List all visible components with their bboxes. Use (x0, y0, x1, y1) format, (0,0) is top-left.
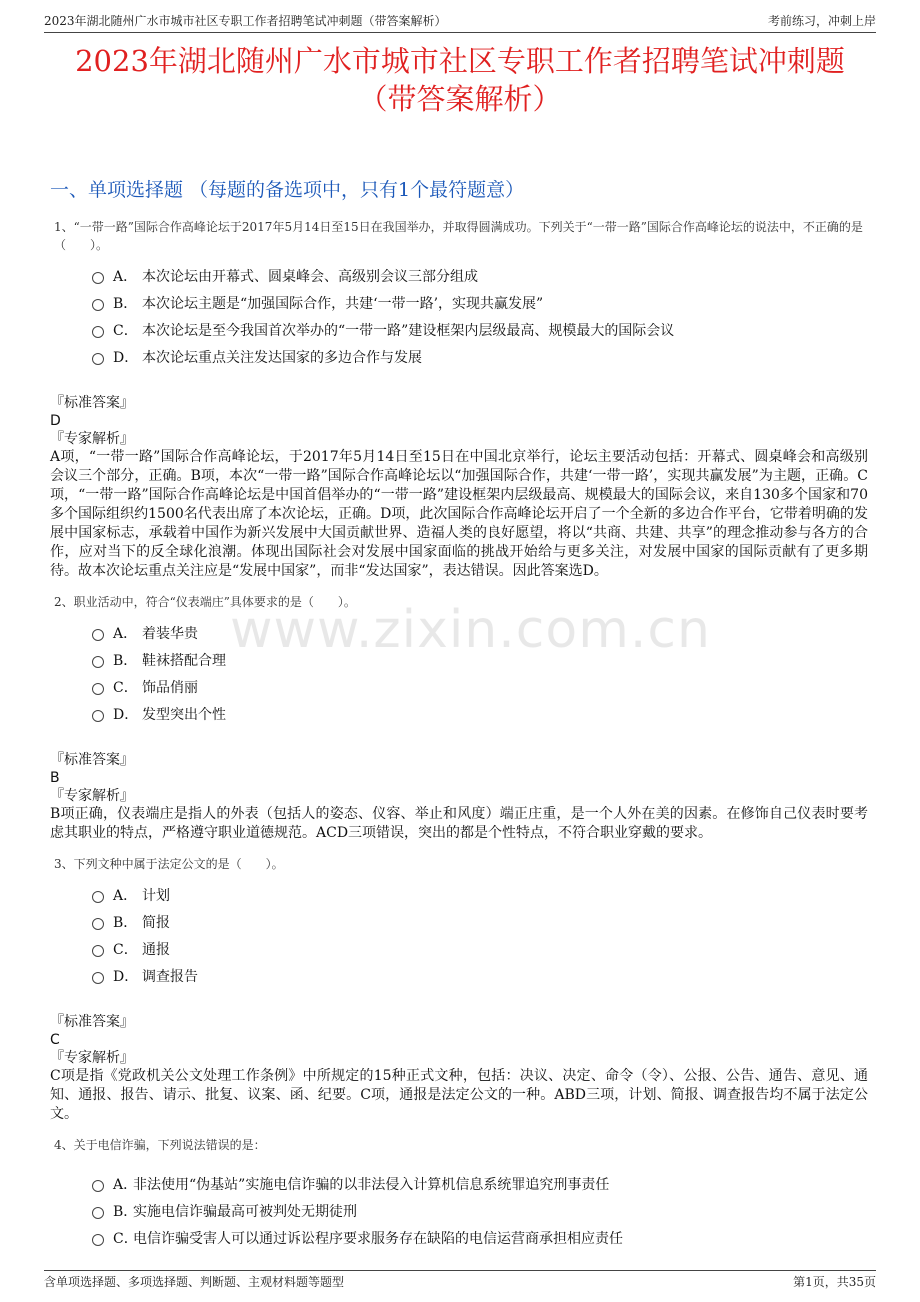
option-text: 本次论坛由开幕式、圆桌峰会、高级别会议三部分组成 (142, 268, 478, 285)
option-d[interactable] (92, 700, 868, 727)
option-text: 着装华贵 (142, 625, 198, 642)
analysis-text: A项，“一带一路”国际合作高峰论坛，于2017年5月14日至15日在中国北京举行，论坛主要活动包括：开幕式、圆桌峰会和高级别会议三个部分，正确。B项，本次“一带一路”国际合作高峰论坛以“加强国际合作，共建‘一带一路’，实现共赢发展”为主题，正确。C项，“一带一路”国际合作高峰论坛是中国首倡举办的“一带一路”建设框架内层级最高、规模最大的国际会议，来自130多个国家和70多个国际组织约1500名代表出席了本次论坛，正确。D项，此次国际合作高峰论坛开启了一个全新的多边合作平台，它带着明确的发展中国家标志，承载着中国作为新兴发展中大国贡献世界、造福人类的良好愿望，将以“共商、共建、共享”的理念推动参与各方的合作，应对当下的反全球化浪潮。体现出国际社会对发展中国家面临的挑战开始给与更多关注，对发展中国家的国际贡献有了更多期待。故本次论坛重点关注应是“发展中国家”，而非“发达国家”，表达错误。因此答案选D。 (50, 449, 868, 579)
option-letter: B． (113, 914, 138, 931)
option-text: 饰品俏丽 (142, 679, 198, 696)
option-letter: B． (113, 295, 138, 312)
radio-icon[interactable] (92, 656, 104, 668)
watermark: www.zixin.com.cn (230, 600, 711, 660)
answer-value: C (50, 1032, 60, 1048)
analysis-label: 『专家解析』 (50, 431, 134, 447)
title-line-2: （带答案解析） (358, 82, 562, 116)
question-3 (50, 855, 868, 1124)
option-c[interactable] (92, 316, 868, 343)
analysis-label: 『专家解析』 (50, 788, 134, 804)
option-text: 调查报告 (142, 968, 198, 985)
footer-question-types: 含单项选择题、多项选择题、判断题、主观材料题等题型 (44, 1275, 345, 1289)
radio-icon[interactable] (92, 1180, 104, 1192)
option-d[interactable] (92, 962, 868, 989)
option-letter: C． (113, 1230, 138, 1247)
option-b[interactable] (92, 908, 868, 935)
option-letter: A． (113, 1176, 138, 1193)
option-letter: D． (113, 706, 139, 723)
option-text: 计划 (142, 887, 170, 904)
question-list (50, 218, 868, 1263)
radio-icon[interactable] (92, 353, 104, 365)
option-text: 通报 (142, 941, 170, 958)
radio-icon[interactable] (92, 1207, 104, 1219)
option-letter: C． (113, 941, 138, 958)
header-doc-title: 2023年湖北随州广水市城市社区专职工作者招聘笔试冲刺题（带答案解析） (44, 14, 447, 28)
analysis-label: 『专家解析』 (50, 1050, 134, 1066)
question-text: 1、“一带一路”国际合作高峰论坛于2017年5月14日至15日在我国举办，并取得圆满成功。下列关于“一带一路”国际合作高峰论坛的说法中，不正确的是（ ）。 (54, 220, 863, 252)
page-number: 第1页，共35页 (793, 1275, 876, 1289)
question-2 (50, 593, 868, 843)
option-b[interactable] (92, 1197, 868, 1224)
radio-icon[interactable] (92, 918, 104, 930)
analysis-text: B项正确，仪表端庄是指人的外表（包括人的姿态、仪容、举止和风度）端正庄重，是一个人外在美的因素。在修饰自己仪表时要考虑其职业的特点，严格遵守职业道德规范。ACD三项错误，突出的都是个性特点，不符合职业穿戴的要求。 (50, 806, 868, 841)
answer-label: 『标准答案』 (50, 1014, 134, 1030)
radio-icon[interactable] (92, 683, 104, 695)
option-list (92, 1170, 868, 1251)
page-title (40, 42, 880, 118)
answer-value: D (50, 413, 61, 429)
option-text: 简报 (142, 914, 170, 931)
option-letter: A． (113, 268, 138, 285)
header-slogan: 考前练习，冲刺上岸 (767, 14, 876, 28)
radio-icon[interactable] (92, 1234, 104, 1246)
radio-icon[interactable] (92, 891, 104, 903)
radio-icon[interactable] (92, 945, 104, 957)
radio-icon[interactable] (92, 326, 104, 338)
option-text: 非法使用“伪基站”实施电信诈骗的以非法侵入计算机信息系统罪追究刑事责任 (133, 1176, 610, 1193)
option-letter: C． (113, 679, 138, 696)
option-letter: B． (113, 1203, 138, 1220)
option-text: 本次论坛是至今我国首次举办的“一带一路”建设框架内层级最高、规模最大的国际会议 (142, 322, 675, 339)
option-list (92, 619, 868, 727)
radio-icon[interactable] (92, 972, 104, 984)
option-a[interactable] (92, 1170, 868, 1197)
radio-icon[interactable] (92, 710, 104, 722)
radio-icon[interactable] (92, 629, 104, 641)
option-letter: D． (113, 968, 139, 985)
title-line-1: 2023年湖北随州广水市城市社区专职工作者招聘笔试冲刺题 (75, 44, 845, 78)
radio-icon[interactable] (92, 272, 104, 284)
question-text: 4、关于电信诈骗，下列说法错误的是： (54, 1138, 266, 1152)
option-c[interactable] (92, 935, 868, 962)
option-text: 电信诈骗受害人可以通过诉讼程序要求服务存在缺陷的电信运营商承担相应责任 (133, 1230, 623, 1247)
question-1 (50, 218, 868, 581)
option-c[interactable] (92, 673, 868, 700)
option-text: 鞋袜搭配合理 (142, 652, 226, 669)
answer-label: 『标准答案』 (50, 395, 134, 411)
option-text: 实施电信诈骗最高可被判处无期徒刑 (133, 1203, 357, 1220)
option-letter: B． (113, 652, 138, 669)
option-letter: D． (113, 349, 139, 366)
option-b[interactable] (92, 646, 868, 673)
option-text: 本次论坛重点关注发达国家的多边合作与发展 (142, 349, 422, 366)
page-header (44, 10, 876, 33)
analysis-text: C项是指《党政机关公文处理工作条例》中所规定的15种正式文种，包括：决议、决定、命令（令）、公报、公告、通告、意见、通知、通报、报告、请示、批复、议案、函、纪要。C项，通报是法定公文的一种。ABD三项，计划、简报、调查报告均不属于法定公文。 (50, 1068, 868, 1122)
option-letter: C． (113, 322, 138, 339)
option-text: 本次论坛主题是“加强国际合作，共建‘一带一路’，实现共赢发展” (142, 295, 544, 312)
option-b[interactable] (92, 289, 868, 316)
option-a[interactable] (92, 262, 868, 289)
question-text: 2、职业活动中，符合“仪表端庄”具体要求的是（ ）。 (54, 595, 356, 609)
option-letter: A． (113, 625, 138, 642)
question-text: 3、下列文种中属于法定公文的是（ ）。 (54, 857, 284, 871)
question-4 (50, 1136, 868, 1251)
radio-icon[interactable] (92, 299, 104, 311)
option-a[interactable] (92, 881, 868, 908)
answer-value: B (50, 770, 60, 786)
page-footer (44, 1270, 876, 1291)
option-list (92, 262, 868, 370)
answer-label: 『标准答案』 (50, 752, 134, 768)
option-d[interactable] (92, 343, 868, 370)
option-list (92, 881, 868, 989)
option-text: 发型突出个性 (142, 706, 226, 723)
section-heading: 一、单项选择题 （每题的备选项中，只有1个最符题意） (50, 179, 525, 201)
option-a[interactable] (92, 619, 868, 646)
option-letter: A． (113, 887, 138, 904)
option-c[interactable] (92, 1224, 868, 1251)
